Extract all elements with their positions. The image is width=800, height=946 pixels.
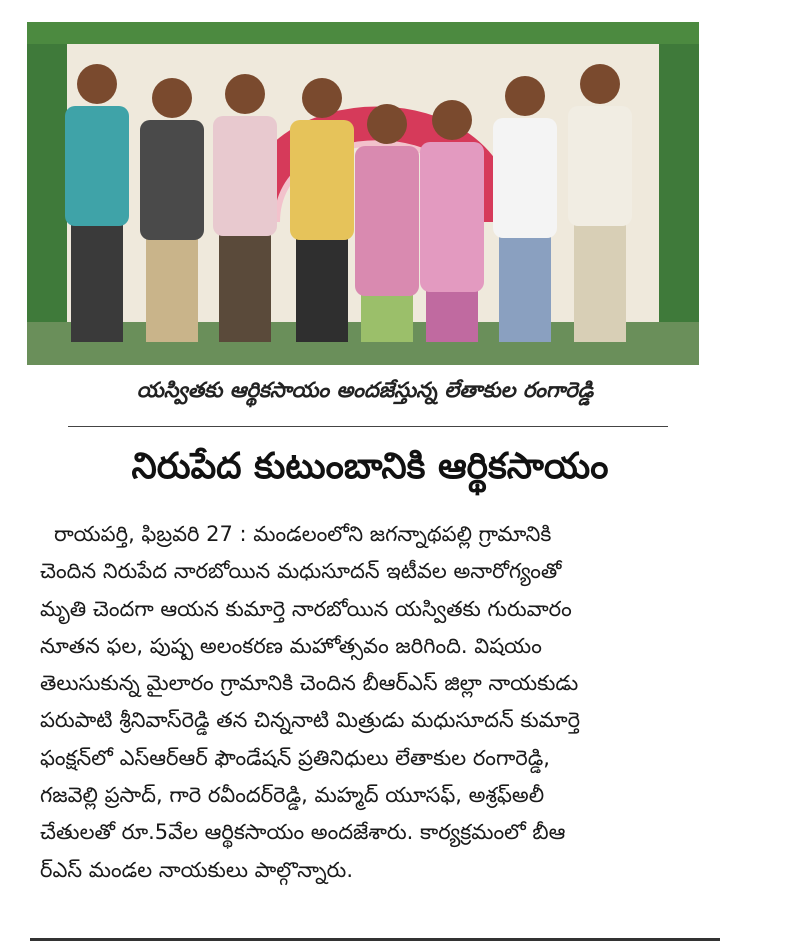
person-legs [71,222,123,342]
person-head [302,78,342,118]
person-legs [146,236,198,342]
person-body [355,146,419,296]
greenery-right [659,22,699,365]
person-legs [361,292,413,342]
body-line: మృతి చెందగా ఆయన కుమార్తె నారబోయిన యస్వితకు గురువారం [40,596,572,621]
body-line: చేతులతో రూ.5వేల ఆర్థికసాయం అందజేశారు. కార్యక్రమంలో బీఆ [40,820,566,845]
person-body [65,106,129,226]
person-body [140,120,204,240]
news-photo [27,22,699,365]
person-body [213,116,277,236]
person-body [290,120,354,240]
person-head [432,100,472,140]
person-head [77,64,117,104]
body-line: నూతన ఫల, పుష్ప అలంకరణ మహోత్సవం జరిగింది. విషయం [40,633,542,658]
person-body [568,106,632,226]
person-body [493,118,557,238]
divider-line [68,426,668,427]
person-legs [499,234,551,342]
body-line: గజవెల్లి ప్రసాద్, గారె రవీందర్‌రెడ్డి, మహ్మద్ యూసఫ్, అశ్రఫ్అలీ [40,783,545,808]
article-headline: నిరుపేద కుటుంబానికి ఆర్థికసాయం [131,446,609,487]
photo-caption: యస్వితకు ఆర్థికసాయం అందజేస్తున్న లేతాకుల రంగారెడ్డి [136,378,594,402]
greenery-left [27,22,67,365]
person-legs [296,236,348,342]
person-legs [426,288,478,342]
article-body [40,516,710,889]
bottom-rule [30,938,720,941]
body-line: ఫంక్షన్‌లో ఎస్ఆర్ఆర్ ఫౌండేషన్ ప్రతినిధులు లేతాకుల రంగారెడ్డి, [40,745,550,770]
person-head [580,64,620,104]
person-head [225,74,265,114]
news-photo-illustration [27,22,699,365]
person-head [152,78,192,118]
body-line: చెందిన నిరుపేద నారబోయిన మధుసూదన్ ఇటీవల అనారోగ్యంతో [40,559,562,584]
person-body [420,142,484,292]
body-line: తెలుసుకున్న మైలారం గ్రామానికి చెందిన బీఆర్ఎస్ జిల్లా నాయకుడు [40,671,579,696]
body-line: ర్ఎస్ మండల నాయకులు పాల్గొన్నారు. [40,857,353,882]
body-line: పరుపాటి శ్రీనివాస్‌రెడ్డి తన చిన్ననాటి మిత్రుడు మధుసూదన్ కుమార్తె [40,708,581,733]
person-head [367,104,407,144]
person-legs [574,222,626,342]
greenery-top [27,22,699,44]
person-legs [219,232,271,342]
body-line: రాయపర్తి, ఫిబ్రవరి 27 : మండలంలోని జగన్నాథపల్లి గ్రామానికి [54,522,552,546]
person-head [505,76,545,116]
